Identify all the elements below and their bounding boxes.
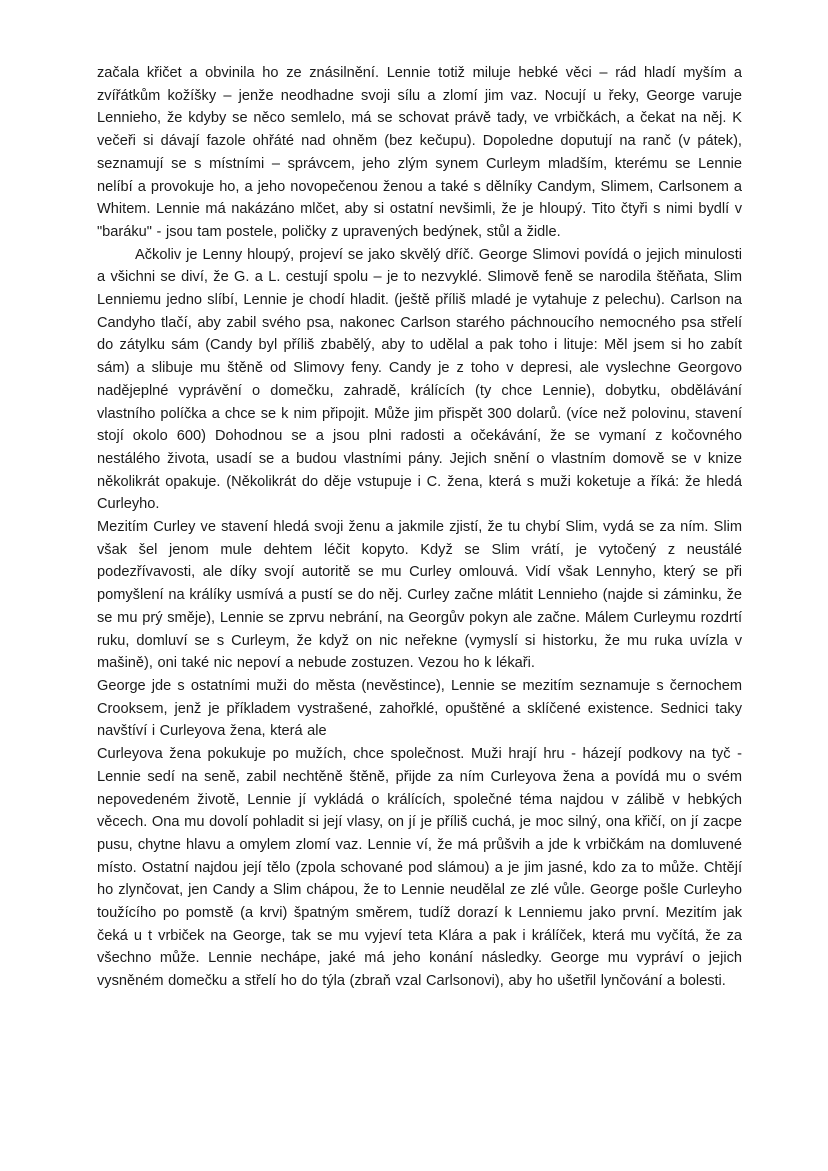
paragraph-2: Ačkoliv je Lenny hloupý, projeví se jako skvělý dříč. George Slimovi povídá o jejich minulosti a všichni se diví, že G. a L. cestují spolu – je to nezvyklé. Slimově feně se narodila štěňata, Slim Lenniemu jedno slíbí, Lennie je chodí hladit. (ještě příliš mladé je vytahuje z pelechu). Carlson na Candyho tlačí, aby zabil svého psa, nakonec Carlson starého páchnoucího nemocného psa střelí do zátylku sám (Candy byl příliš zbabělý, aby to udělal a pak toho i lituje: Měl jsem si ho zabít sám) a slibuje mu štěně od Slimovy feny. Candy je z toho v depresi, ale vyslechne Georgovo nadějeplné vyprávění o domečku, zahradě, králících (ty chce Lennie), dobytku, obdělávání vlastního políčka a chce se k nim připojit. Může jim přispět 300 dolarů. (více než polovinu, stavení stojí okolo 600) Dohodnou se a jsou plni radosti a očekávání, že se vymaní z kočovného nestálého života, usadí se a budou vlastními pány. Jejich snění o vlastním domově se v knize několikrát opakuje. (Několikrát do děje vstupuje i C. žena, která s muži koketuje a říká: že hledá Curleyho. (97, 246, 742, 513)
paragraph-3: Mezitím Curley ve stavení hledá svoji ženu a jakmile zjistí, že tu chybí Slim, vydá se za ním. Slim však šel jenom mule dehtem léčit kopyto. Když se Slim vrátí, je vytočený z neustálé podezřívavosti, ale díky svojí autoritě se mu Curley omlouvá. Vidí však Lennyho, který se při pomyšlení na králíky usmívá a pustí se do něj. Curley začne mlátit Lennieho (najde si záminku, že se mu prý směje), Lennie se zprvu nebrání, na Georgův pokyn ale začne. Málem Curleymu rozdrtí ruku, domluví se s Curleym, že když on nic neřekne (vymyslí si historku, že mu ruka uvízla v mašině), oni také nic nepoví a nebude zostuzen. Vezou ho k lékaři. (97, 519, 742, 672)
paragraph-1: začala křičet a obvinila ho ze znásilnění. Lennie totiž miluje hebké věci – rád hladí myším a zvířátkům kožíšky – jenže neodhadne svoji sílu a zlomí jim vaz. Nocují u řeky, George varuje Lennieho, že kdyby se něco semlelo, má se schovat právě tady, ve vrbičkách, a čekat na něj. K večeři si dávají fazole ohřáté nad ohněm (bez kečupu). Dopoledne doputují na ranč (v pátek), seznamují se s místními – správcem, jeho zlým synem Curleym mladším, kterému se Lennie nelíbí a provokuje ho, a jeho novopečenou ženou a také s dělníky Candym, Slimem, Carlsonem a Whitem. Lennie má nakázáno mlčet, aby si ostatní nevšimli, že je hloupý. Tito čtyři s nimi bydlí v "baráku" - jsou tam postele, poličky z upravených bedýnek, stůl a židle. (97, 65, 742, 240)
text-block (97, 62, 742, 993)
paragraph-4: George jde s ostatními muži do města (nevěstince), Lennie se mezitím seznamuje s černochem Crooksem, jenž je příkladem vystrašené, zahořklé, opuštěné a sklíčené existence. Sednici taky navštíví i Curleyova žena, která ale (97, 677, 742, 740)
paragraph-5: Curleyova žena pokukuje po mužích, chce společnost. Muži hrají hru - házejí podkovy na tyč - Lennie sedí na seně, zabil nechtěně štěně, přijde za ním Curleyova žena a povídá mu o svém nepovedeném životě, Lennie jí vykládá o králících, společné téma najdou v zálibě v hebkých věcech. Ona mu dovolí pohladit si její vlasy, on jí je příliš cuchá, je moc silný, ona křičí, on jí zacpe pusu, chytne hlavu a omylem zlomí vaz. Lennie ví, že má průšvih a jde k vrbičkám na domluvené místo. Ostatní najdou její tělo (zpola schované pod slámou) a je jim jasné, kdo za to může. Chtějí ho zlynčovat, jen Candy a Slim chápou, že to Lennie neudělal ze zlé vůle. George pošle Curleyho toužícího po pomstě (a krvi) špatným směrem, tudíž dorazí k Lenniemu jako první. Mezitím jak čeká u t vrbiček na George, tak se mu vyjeví teta Klára a pak i králíček, která mu vyčítá, že za všechno může. Lennie nechápe, jaké má jeho konání následky. George mu vypráví o jejich vysněném domečku a střelí ho do týla (zbraň vzal Carlsonovi), aby ho ušetřil lynčování a bolesti. (97, 746, 742, 990)
